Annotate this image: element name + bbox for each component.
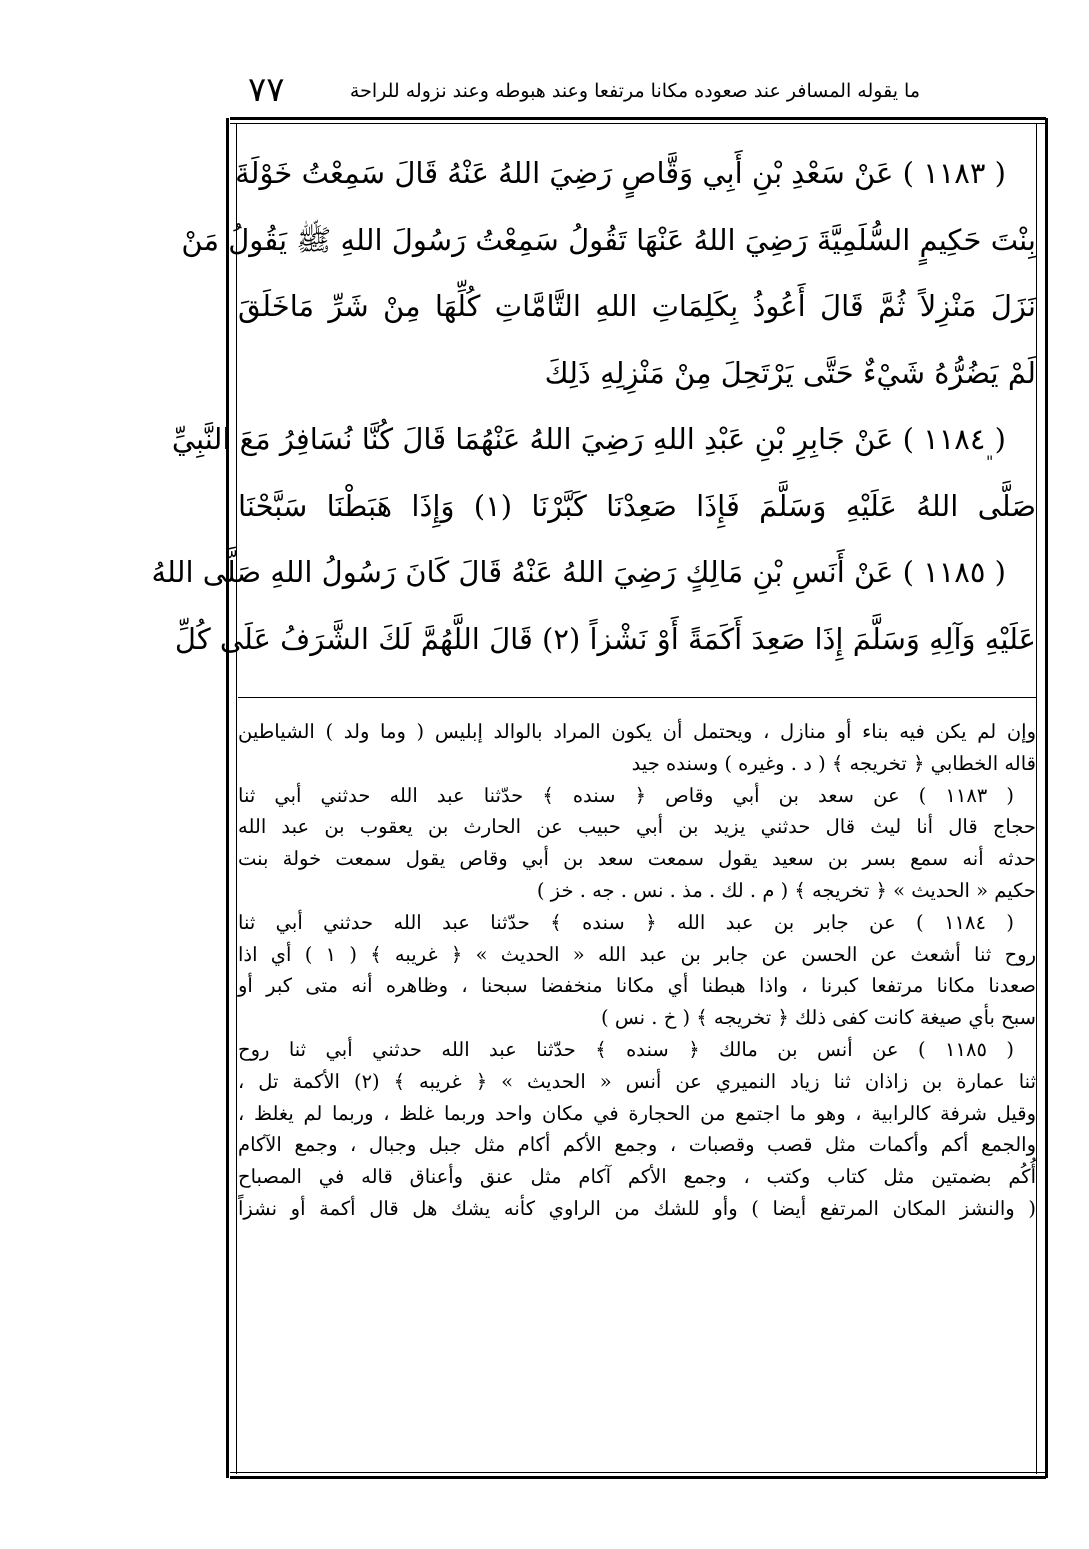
footer-rule (230, 1476, 1046, 1479)
margin-mark: " (986, 452, 994, 471)
commentary-line: حدثه أنه سمع بسر بن سعيد يقول سمعت سعد بن أبي وقاص يقول سمعت خولة بنت (238, 847, 1036, 871)
commentary-line: قاله الخطابي ﴿ تخريجه ﴾ ( د . وغيره ) وسنده جيد (631, 751, 1036, 775)
commentary-line: ( والنشز المكان المرتفع أيضا ) وأو للشك من الراوي كأنه يشك هل قال أكمة أو نشزاً (238, 1196, 1036, 1220)
commentary-line: حجاج قال أنا ليث قال حدثني يزيد بن أبي حبيب عن الحارث بن يعقوب بن عبد الله (238, 815, 1036, 839)
commentary-line: ( ١١٨٤ ) عن جابر بن عبد الله ﴿ سنده ﴾ حدّثنا عبد الله حدثني أبي ثنا (238, 910, 1015, 934)
hadith-line: ( ١١٨٤ ) عَنْ جَابِرِ بْنِ عَبْدِ اللهِ رَضِيَ اللهُ عَنْهُمَا قَالَ كُنَّا نُسَافِرُ مَعَ النَّبِيِّ (171, 422, 1006, 456)
frame-inner-left-line (236, 124, 237, 1474)
footer-rule-thin (230, 1472, 1046, 1473)
hadith-line: ( ١١٨٥ ) عَنْ أَنَسِ بْنِ مَالِكٍ رَضِيَ اللهُ عَنْهُ قَالَ كَانَ رَسُولُ اللهِ صَلَّى اللهُ (151, 555, 1006, 589)
page-number: ٧٧ (248, 70, 285, 110)
hadith-line: نَزَلَ مَنْزِلاً ثُمَّ قَالَ أَعُوذُ بِكَلِمَاتِ اللهِ التَّامَّاتِ كُلِّهَا مِنْ شَرِّ مَاخَلَقَ (238, 289, 1036, 323)
commentary-line: وقيل شرفة كالرابية ، وهو ما اجتمع من الحجارة في مكان واحد وربما غلظ ، وربما لم يغلظ ، (238, 1101, 1036, 1125)
commentary-line: روح ثنا أشعث عن الحسن عن جابر بن عبد الله « الحديث » ﴿ غريبه ﴾ ( ١ ) أي اذا (238, 942, 1036, 966)
hadith-line: ( ١١٨٣ ) عَنْ سَعْدِ بْنِ أَبِي وَقَّاصٍ رَضِيَ اللهُ عَنْهُ قَالَ سَمِعْتُ خَوْلَةَ (235, 156, 1006, 190)
commentary-line: أُكُم بضمتين مثل كتاب وكتب ، وجمع الأكم آكام مثل عنق وأعناق قاله في المصباح (238, 1165, 1036, 1189)
commentary-line: ( ١١٨٣ ) عن سعد بن أبي وقاص ﴿ سنده ﴾ حدّثنا عبد الله حدثني أبي ثنا (238, 783, 1014, 807)
commentary-line: صعدنا مكانا مرتفعا كبرنا ، واذا هبطنا أي مكانا منخفضا سبحنا ، وظاهره أنه متى كبر أو (238, 974, 1036, 998)
page-header (230, 70, 920, 112)
hadith-line: لَمْ يَضُرُّهُ شَيْءٌ حَتَّى يَرْتَحِلَ مِنْ مَنْزِلِهِ ذَلِكَ (544, 355, 1036, 390)
hadith-text (151, 140, 1036, 672)
commentary-line: ثنا عمارة بن زاذان ثنا زياد النميري عن أنس « الحديث » ﴿ غريبه ﴾ (٢) الأكمة تل ، (238, 1069, 1036, 1093)
frame-inner-right-line (1036, 124, 1037, 1474)
commentary-line: ( ١١٨٥ ) عن أنس بن مالك ﴿ سنده ﴾ حدّثنا عبد الله حدثني أبي ثنا روح (238, 1037, 1014, 1061)
hadith-line: صَلَّى اللهُ عَلَيْهِ وَسَلَّمَ فَإِذَا صَعِدْنَا كَبَّرْنَا (١) وَإِذَا هَبَطْنَا سَبَّحْنَا (238, 488, 1036, 523)
commentary-line: وإن لم يكن فيه بناء أو منازل ، ويحتمل أن يكون المراد بالوالد إبليس ( وما ولد ) الشياطين (238, 720, 1036, 743)
hadith-line: بِنْتَ حَكِيمٍ السُّلَمِيَّةَ رَضِيَ اللهُ عَنْهَا تَقُولُ سَمِعْتُ رَسُولَ اللهِ ﷺ يَقُولُ مَنْ (181, 222, 1036, 257)
commentary-line: حكيم « الحديث » ﴿ تخريجه ﴾ ( م . لك . مذ . نس . جه . خز ) (536, 878, 1036, 902)
text-separator (238, 697, 1036, 698)
commentary-line: والجمع أكم وأكمات مثل قصب وقصبات ، وجمع الأكم أكام مثل جبل وجبال ، وجمع الآكام (238, 1133, 1036, 1157)
hadith-line: عَلَيْهِ وَآلِهِ وَسَلَّمَ إِذَا صَعِدَ أَكَمَةً أَوْ نَشْزاً (٢) قَالَ اللَّهُمَّ لَكَ الشَّرَفُ عَلَى كُلِّ (174, 621, 1036, 656)
commentary-text (238, 716, 1036, 1225)
running-title: ما يقوله المسافر عند صعوده مكانا مرتفعا وعند هبوطه وعند نزوله للراحة (349, 80, 920, 102)
commentary-line: سبح بأي صيغة كانت كفى ذلك ﴿ تخريجه ﴾ ( خ . نس ) (601, 1006, 1036, 1030)
